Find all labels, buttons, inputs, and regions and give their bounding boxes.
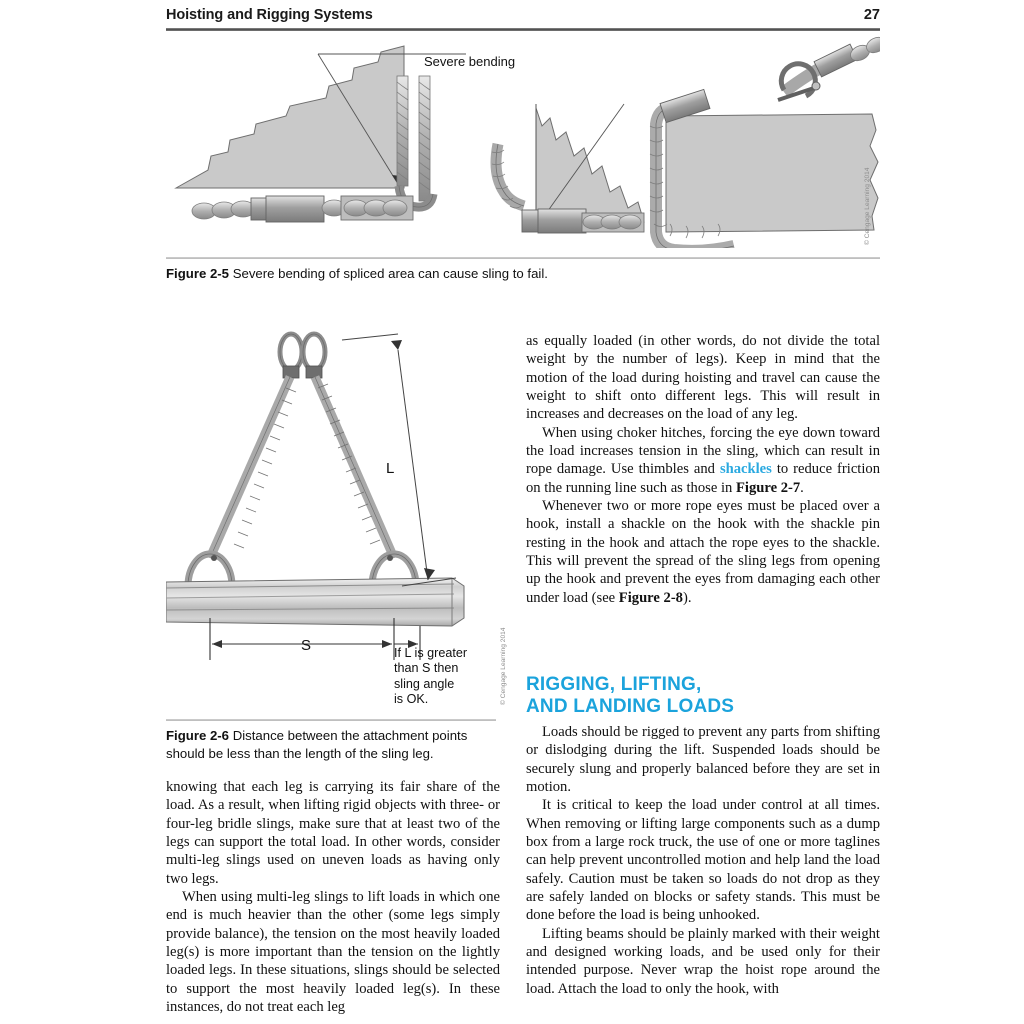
- figure-2-5-caption-rule: [166, 257, 880, 259]
- right-paragraph-4: Loads should be rigged to prevent any parts from shifting or dislodging during the lift. Suspended loads should be securely slung and properly balanced before they are set in motion.: [526, 724, 880, 796]
- page-title: Hoisting and Rigging Systems: [166, 7, 373, 23]
- page-number: 27: [863, 7, 880, 23]
- sling-angle-note-line1: If L is greater: [394, 646, 468, 660]
- sling-leg-left: [210, 377, 296, 558]
- fig25-left-rope-vertical: [397, 76, 433, 207]
- sling-eyes: [280, 334, 325, 378]
- section-heading-line-2: AND LANDING LOADS: [526, 695, 735, 717]
- section-heading: [526, 674, 880, 717]
- right-paragraph-3: [526, 497, 880, 607]
- figure-2-5-caption-text: Severe bending of spliced area can cause sling to fail.: [229, 266, 548, 281]
- figure-2-6-caption-rule: [166, 719, 496, 721]
- figure-2-6-caption-text: Distance between the attachment points should be less than the length of the sling leg.: [166, 728, 468, 761]
- left-paragraph-1: knowing that each leg is carrying its fair share of the load. As a result, when lifting rigid objects with three- or four-leg bridle slings, make sure that at least two of the legs can support the total load. In other words, consider multi-leg slings used on uneven loads as having only two legs.: [166, 779, 500, 887]
- right-column-body-bottom: [526, 723, 880, 998]
- shackles-link[interactable]: shackles: [719, 461, 772, 478]
- figure-2-7-reference: Figure 2-7: [735, 479, 801, 496]
- right-column-body-top: [526, 332, 880, 607]
- section-heading-line-1: RIGGING, LIFTING,: [526, 674, 702, 695]
- dimension-L: [342, 334, 456, 586]
- right-paragraph-2-text-a: When using choker hitches, forcing the eye down toward the load increases tension in the sling, which can result in rope damage. Use thimbles and: [526, 424, 880, 478]
- sling-angle-note: [394, 646, 502, 708]
- fig25-left-group: [176, 46, 466, 222]
- right-paragraph-2-text-c: .: [800, 479, 804, 496]
- sling-leg-right: [315, 377, 394, 558]
- dimension-label-L: L: [386, 460, 395, 477]
- figure-2-5-caption-label: Figure 2-5: [166, 266, 230, 281]
- figure-2-6-caption-label: Figure 2-6: [166, 728, 230, 743]
- fig25-right-group: [650, 36, 880, 248]
- figure-2-6-credit: © Cengage Learning 2014: [500, 627, 507, 705]
- sling-angle-note-line4: is OK.: [394, 692, 429, 707]
- fig25-middle-group: [492, 104, 644, 233]
- lifting-beam: [166, 578, 464, 626]
- left-paragraph-2: When using multi-leg slings to lift loads in which one end is much heavier than the other (some legs simply provide balance), the tension on the most heavily loaded leg(s) is more important than the tension on the lightly loaded legs. In these situations, slings should be selected to support the most heavily loaded leg(s). In these instances, do not treat each leg: [166, 889, 500, 1016]
- severe-bending-callout: Severe bending: [424, 54, 516, 69]
- right-paragraph-3-text-a: Whenever two or more rope eyes must be placed over a hook, install a shackle on the hook with the shackle pin resting in the hook and attach the rope eyes to the shackle. This will prevent the spread of the sling legs from opening up the hook and prevent the eyes from damaging each other under load (see: [526, 498, 880, 606]
- right-paragraph-1: as equally loaded (in other words, do not divide the total weight by the number of legs). Keep in mind that the motion of the load during hoisting and travel can cause the weight to shift onto different legs. This will result in increases and decreases on the load of any leg.: [526, 333, 880, 423]
- right-paragraph-6: Lifting beams should be plainly marked with their weight and designed working loads, and be used only for their intended purpose. Never wrap the hoist rope around the load. Attach the load to only the hook, with: [526, 925, 880, 997]
- figure-2-5-illustration: [166, 36, 880, 248]
- dimension-label-S: S: [301, 637, 312, 654]
- figure-2-8-reference: Figure 2-8: [618, 589, 683, 606]
- right-paragraph-2: [526, 424, 880, 497]
- figure-2-6-caption: [166, 727, 502, 762]
- sling-angle-note-line2: than S then: [394, 661, 459, 676]
- right-paragraph-5: It is critical to keep the load under control at all times. When removing or lifting large components such as a dump box from a large rock truck, the use of one or more taglines can help prevent uncontrolled motion and help land the load safely. Caution must be taken so loads do not drop as they are safely landed on blocks or safety stands. This must be done before the load is being unhooked.: [526, 797, 880, 924]
- left-column-body: [166, 778, 500, 1016]
- right-paragraph-2-text-b: to reduce friction on the running line such as those in: [526, 461, 881, 496]
- fig25-left-rope-horizontal: [192, 196, 413, 222]
- running-head: [166, 6, 880, 30]
- right-paragraph-3-text-b: ).: [682, 589, 692, 606]
- figure-2-5-caption: [166, 265, 880, 283]
- figure-2-5-svg: [166, 36, 880, 248]
- header-divider: [166, 28, 880, 31]
- sling-angle-note-line3: sling angle: [394, 676, 455, 691]
- figure-2-5-credit: © Cengage Learning 2014: [864, 167, 871, 245]
